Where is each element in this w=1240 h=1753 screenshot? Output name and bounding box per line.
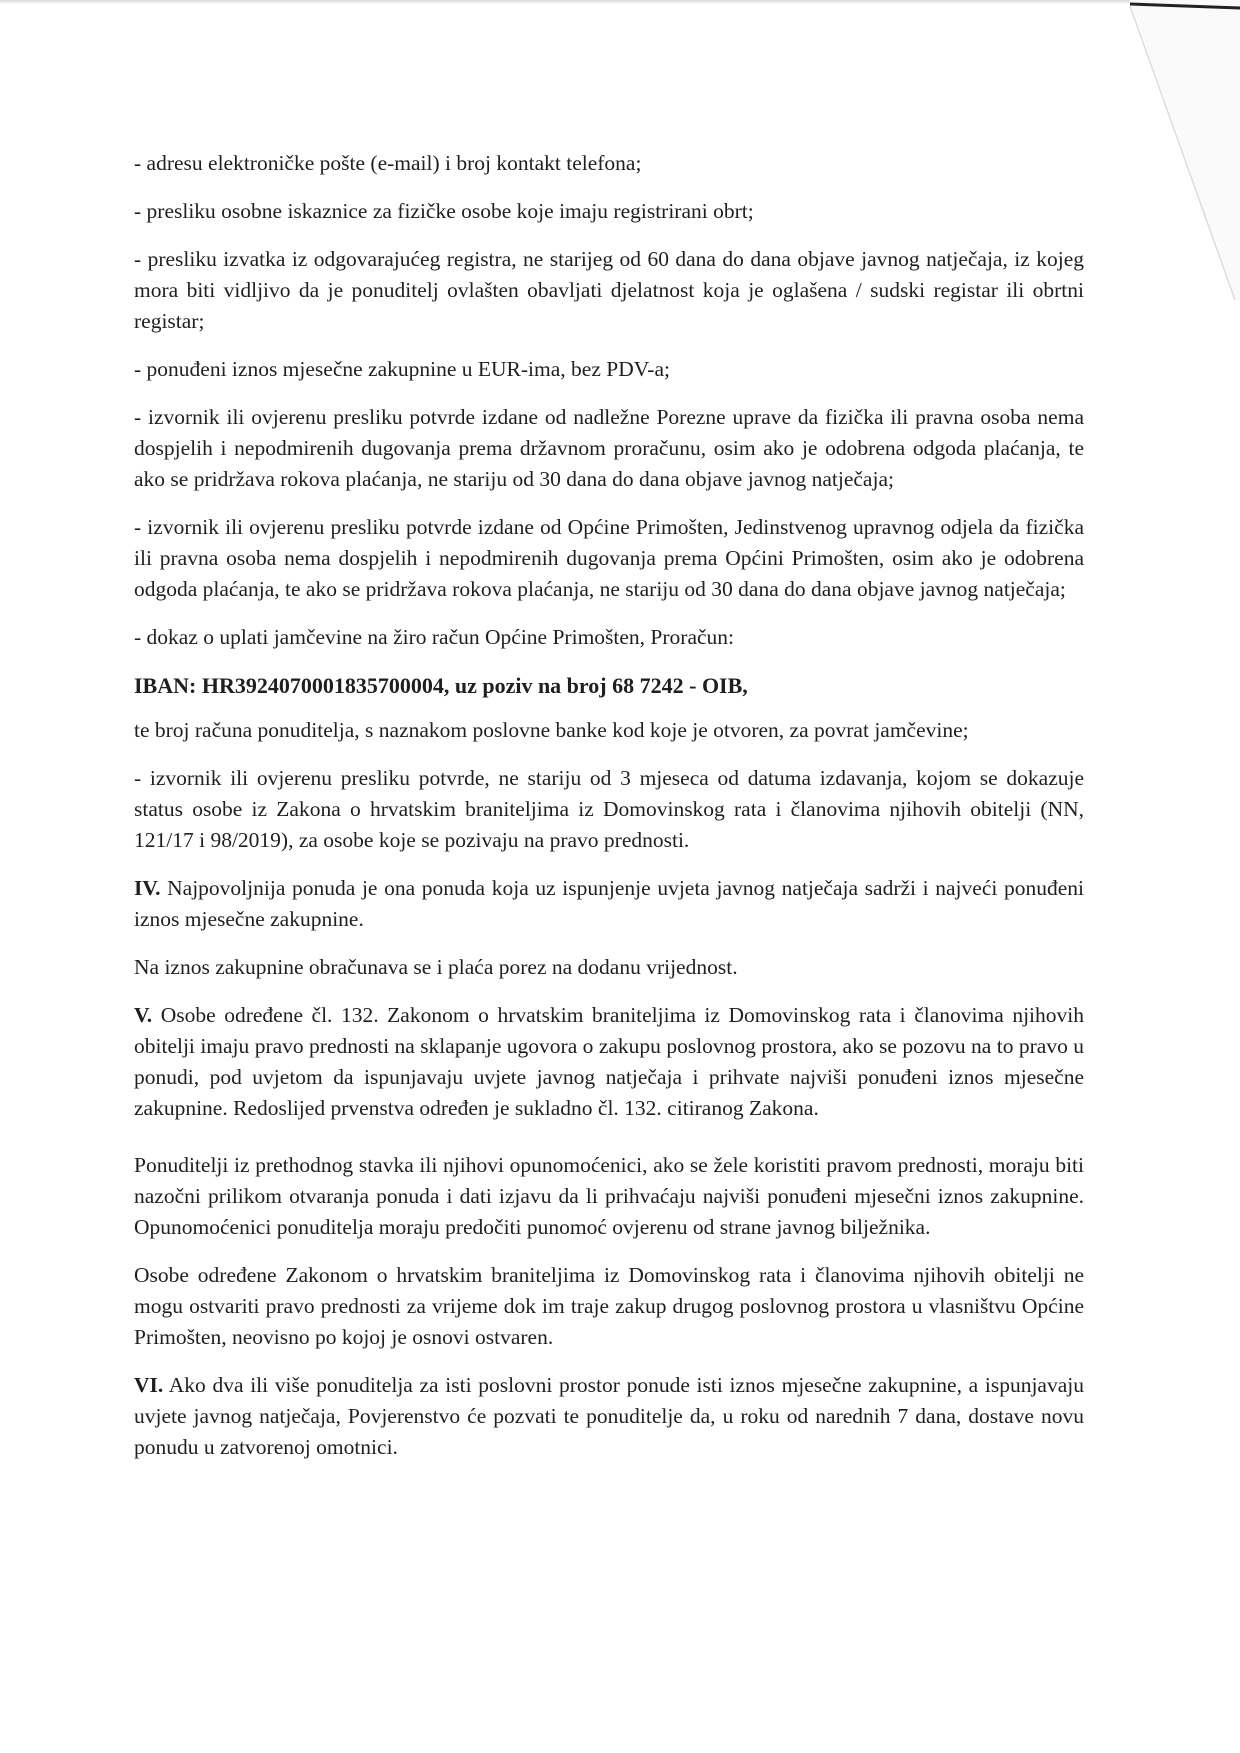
section-iv: IV. Najpovoljnija ponuda je ona ponuda koja uz ispunjenje uvjeta javnog natječaja sadrži i najveći ponuđeni iznos mjesečne zakupnine. — [134, 876, 1084, 931]
paragraph-email: - adresu elektroničke pošte (e-mail) i broj kontakt telefona; — [134, 151, 642, 175]
section-vi: VI. Ako dva ili više ponuditelja za isti poslovni prostor ponude isti iznos mjesečne zakupnine, a ispunjavaju uvjete javnog natječaja, Povjerenstvo će pozvati te ponuditelje da, u roku od narednih 7 dana, dostave novu ponudu u zatvorenoj omotnici. — [134, 1373, 1084, 1459]
paragraph-deposit-proof: - dokaz o uplati jamčevine na žiro račun Općine Primošten, Proračun: — [134, 625, 735, 649]
section-v: V. Osobe određene čl. 132. Zakonom o hrvatskim braniteljima iz Domovinskog rata i članovima njihovih obitelji imaju pravo prednosti na sklapanje ugovora o zakupu poslovnog prostora, ako se pozovu na to pravo u ponudi, pod uvjetom da ispunjavaju uvjete javnog natječaja i prihvate najviši ponuđeni iznos mjesečne zakupnine. Redoslijed prvenstva određen je sukladno čl. 132. citiranog Zakona. — [134, 1003, 1084, 1120]
paragraph-vat: Na iznos zakupnine obračunava se i plaća porez na dodanu vrijednost. — [134, 955, 738, 979]
paragraph-iban: IBAN: HR3924070001835700004, uz poziv na broj 68 7242 - OIB, — [134, 673, 748, 698]
paragraph-tax-certificate: - izvornik ili ovjerenu presliku potvrde izdane od nadležne Porezne uprave da fizička ili pravna osoba nema dospjelih i nepodmirenih dugovanja prema državnom proračunu, osim ako je odobrena odgoda plaćanja, te ako se pridržava rokova plaćanja, ne stariju od 30 dana do dana objave javnog natječaja; — [134, 405, 1084, 491]
paragraph-registry-extract: - presliku izvatka iz odgovarajućeg registra, ne starijeg od 60 dana do dana objave javnog natječaja, iz kojeg mora biti vidljivo da je ponuditelj ovlašten obavljati djelatnost koja je oglašena / sudski registar ili obrtni registar; — [134, 247, 1084, 333]
paragraph-veteran-status: - izvornik ili ovjerenu presliku potvrde, ne stariju od 3 mjeseca od datuma izdavanja, kojom se dokazuje status osobe iz Zakona o hrvatskim braniteljima iz Domovinskog rata i članovima njihovih obitelji (NN, 121/17 i 98/2019), za osobe koje se pozivaju na pravo prednosti. — [134, 766, 1084, 852]
paragraph-offered-amount: - ponuđeni iznos mjesečne zakupnine u EUR-ima, bez PDV-a; — [134, 357, 670, 381]
paragraph-municipality-certificate: - izvornik ili ovjerenu presliku potvrde izdane od Općine Primošten, Jedinstvenog upravnog odjela da fizička ili pravna osoba nema dospjelih i nepodmirenih dugovanja prema Općini Primošten, osim ako je odobrena odgoda plaćanja, te ako se pridržava rokova plaćanja, ne stariju od 30 dana do dana objave javnog natječaja; — [134, 515, 1084, 601]
document-body — [134, 148, 1084, 1480]
paragraph-id-card: - presliku osobne iskaznice za fizičke osobe koje imaju registrirani obrt; — [134, 199, 754, 223]
paragraph-priority-limit: Osobe određene Zakonom o hrvatskim braniteljima iz Domovinskog rata i članovima njihovih obitelji ne mogu ostvariti pravo prednosti za vrijeme dok im traje zakup drugog poslovnog prostora u vlasništvu Općine Primošten, neovisno po kojoj je osnovi ostvaren. — [134, 1263, 1084, 1349]
paragraph-bank-account: te broj računa ponuditelja, s naznakom poslovne banke kod koje je otvoren, za povrat jamčevine; — [134, 718, 969, 742]
paragraph-proxies: Ponuditelji iz prethodnog stavka ili njihovi opunomoćenici, ako se žele koristiti pravom prednosti, moraju biti nazočni prilikom otvaranja ponuda i dati izjavu da li prihvaćaju najviši ponuđeni mjesečni iznos zakupnine. Opunomoćenici ponuditelja moraju predočiti punomoć ovjerenu od strane javnog bilježnika. — [134, 1153, 1084, 1239]
